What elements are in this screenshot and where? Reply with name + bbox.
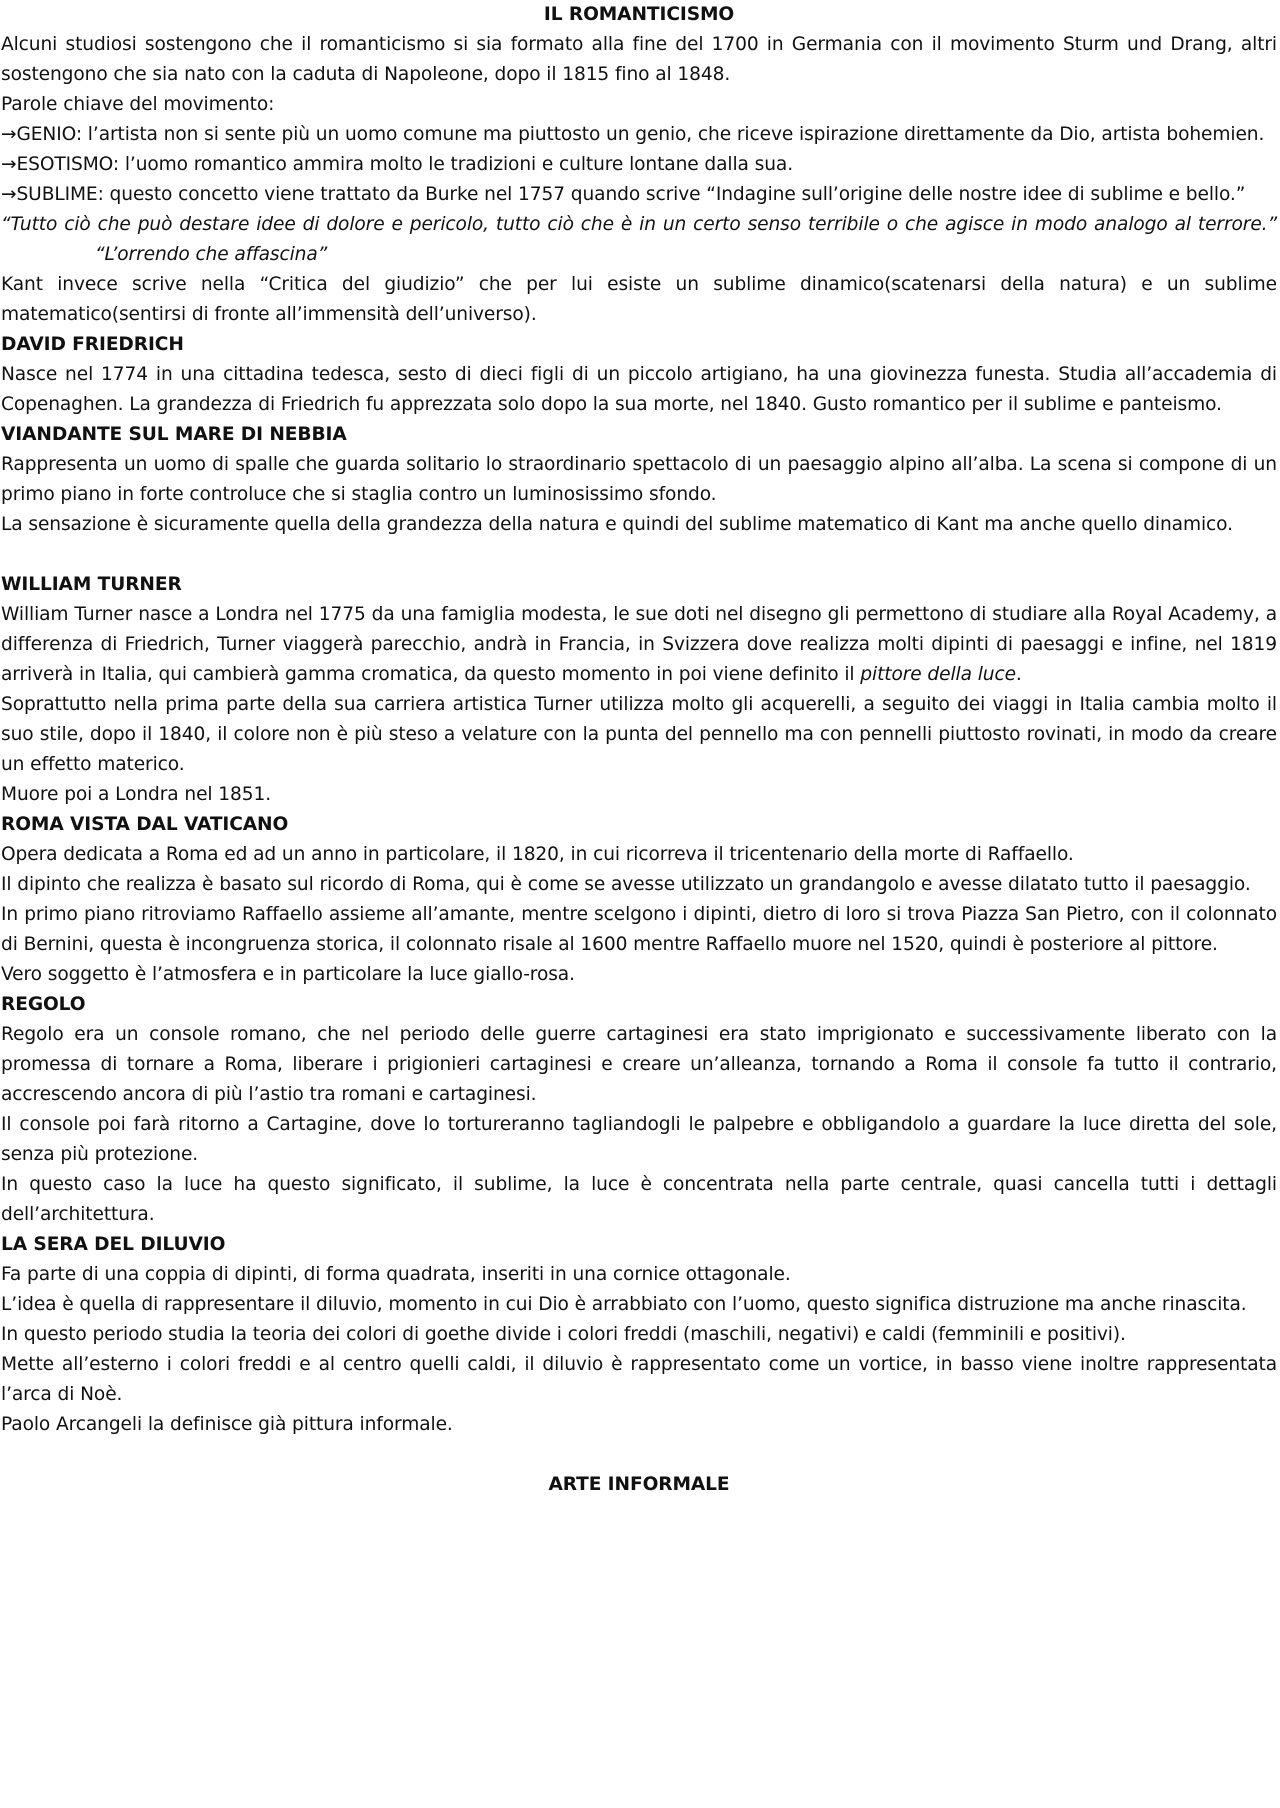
keyword-genio: →GENIO: l’artista non si sente più un uomo comune ma piuttosto un genio, che riceve ispirazione direttamente da Dio, artista bohemien. (1, 124, 1265, 145)
kant-paragraph: Kant invece scrive nella “Critica del giudizio” che per lui esiste un sublime dinamico(scatenarsi della natura) e un sublime matematico(sentirsi di fronte all’immensità dell’universo). (1, 274, 1277, 325)
turner-heading: WILLIAM TURNER (1, 574, 182, 595)
diluvio-heading: LA SERA DEL DILUVIO (1, 1234, 226, 1255)
friedrich-paragraph: Nasce nel 1774 in una cittadina tedesca, sesto di dieci figli di un piccolo artigiano, ha una giovinezza funesta. Studia all’accademia di Copenaghen. La grandezza di Friedrich fu apprezzata solo dopo la sua morte, nel 1840. Gusto romantico per il sublime e panteismo. (1, 364, 1277, 415)
keyword-sublime: →SUBLIME: questo concetto viene trattato da Burke nel 1757 quando scrive “Indagine sull’origine delle nostre idee di sublime e bello.” (1, 184, 1246, 205)
diluvio-paragraph-1: Fa parte di una coppia di dipinti, di forma quadrata, inseriti in una cornice ottagonale. (1, 1264, 791, 1285)
diluvio-paragraph-3: In questo periodo studia la teoria dei colori di goethe divide i colori freddi (maschili, negativi) e caldi (femminili e positivi). (1, 1324, 1126, 1345)
orrendo-quote: “L’orrendo che affascina” (95, 244, 328, 265)
regolo-heading: REGOLO (1, 994, 86, 1015)
burke-quote (1, 210, 1277, 270)
keyword-esotismo: →ESOTISMO: l’uomo romantico ammira molto le tradizioni e culture lontane dalla sua. (1, 154, 794, 175)
roma-paragraph-2: Il dipinto che realizza è basato sul ricordo di Roma, qui è come se avesse utilizzato un grandangolo e avesse dilatato tutto il paesaggio. (1, 874, 1251, 895)
section-spacer (1, 1440, 1277, 1470)
turner-paragraph-2: Soprattutto nella prima parte della sua carriera artistica Turner utilizza molto gli acquerelli, a seguito dei viaggi in Italia cambia molto il suo stile, dopo il 1840, il colore non è più steso a velature con la punta del pennello ma con pennelli piuttosto rovinati, in modo da creare un effetto materico. (1, 694, 1277, 775)
turner-p1-end: . (1015, 664, 1022, 685)
turner-paragraph-3: Muore poi a Londra nel 1851. (1, 784, 272, 805)
viandante-heading: VIANDANTE SUL MARE DI NEBBIA (1, 424, 347, 445)
regolo-paragraph-3: In questo caso la luce ha questo significato, il sublime, la luce è concentrata nella parte centrale, quasi cancella tutti i dettagli dell’architettura. (1, 1174, 1277, 1225)
page-title: IL ROMANTICISMO (543, 4, 735, 25)
diluvio-paragraph-2: L’idea è quella di rappresentare il diluvio, momento in cui Dio è arrabbiato con l’uomo, questo significa distruzione ma anche rinascita. (1, 1294, 1247, 1315)
viandante-paragraph-2: La sensazione è sicuramente quella della grandezza della natura e quindi del sublime matematico di Kant ma anche quello dinamico. (1, 514, 1233, 535)
keywords-label: Parole chiave del movimento: (1, 94, 275, 115)
roma-heading: ROMA VISTA DAL VATICANO (1, 814, 289, 835)
diluvio-paragraph-4: Mette all’esterno i colori freddi e al centro quelli caldi, il diluvio è rappresentato come un vortice, in basso viene inoltre rappresentata l’arca di Noè. (1, 1354, 1277, 1405)
section-spacer (1, 540, 1277, 570)
turner-p1-emphasis: pittore della luce (860, 664, 1016, 685)
roma-paragraph-4: Vero soggetto è l’atmosfera e in particolare la luce giallo-rosa. (1, 964, 575, 985)
diluvio-paragraph-5: Paolo Arcangeli la definisce già pittura informale. (1, 1414, 453, 1435)
document-body (1, 0, 1277, 1500)
informale-heading: ARTE INFORMALE (548, 1474, 730, 1495)
friedrich-heading: DAVID FRIEDRICH (1, 334, 184, 355)
regolo-paragraph-2: Il console poi farà ritorno a Cartagine, dove lo tortureranno tagliandogli le palpebre e obbligandolo a guardare la luce diretta del sole, senza più protezione. (1, 1114, 1277, 1165)
turner-paragraph-1 (1, 600, 1277, 690)
roma-paragraph-1: Opera dedicata a Roma ed ad un anno in particolare, il 1820, in cui ricorreva il tricentenario della morte di Raffaello. (1, 844, 1074, 865)
roma-paragraph-3: In primo piano ritroviamo Raffaello assieme all’amante, mentre scelgono i dipinti, dietro di loro si trova Piazza San Pietro, con il colonnato di Bernini, questa è incongruenza storica, il colonnato risale al 1600 mentre Raffaello muore nel 1520, quindi è posteriore al pittore. (1, 904, 1277, 955)
intro-paragraph: Alcuni studiosi sostengono che il romanticismo si sia formato alla fine del 1700 in Germania con il movimento Sturm und Drang, altri sostengono che sia nato con la caduta di Napoleone, dopo il 1815 fino al 1848. (1, 34, 1277, 85)
burke-quote-text: “Tutto ciò che può destare idee di dolore e pericolo, tutto ciò che è in un certo senso terribile o che agisce in modo analogo al terrore.” (1, 214, 1277, 235)
regolo-paragraph-1: Regolo era un console romano, che nel periodo delle guerre cartaginesi era stato imprigionato e successivamente liberato con la promessa di tornare a Roma, liberare i prigionieri cartaginesi e creare un’alleanza, tornando a Roma il console fa tutto il contrario, accrescendo ancora di più l’astio tra romani e cartaginesi. (1, 1024, 1277, 1105)
turner-p1-text: William Turner nasce a Londra nel 1775 da una famiglia modesta, le sue doti nel disegno gli permettono di studiare alla Royal Academy, a differenza di Friedrich, Turner viaggerà parecchio, andrà in Francia, in Svizzera dove realizza molti dipinti di paesaggi e infine, nel 1819 arriverà in Italia, qui cambierà gamma cromatica, da questo momento in poi viene definito il (1, 604, 1277, 685)
viandante-paragraph-1: Rappresenta un uomo di spalle che guarda solitario lo straordinario spettacolo di un paesaggio alpino all’alba. La scena si compone di un primo piano in forte controluce che si staglia contro un luminosissimo sfondo. (1, 454, 1277, 505)
